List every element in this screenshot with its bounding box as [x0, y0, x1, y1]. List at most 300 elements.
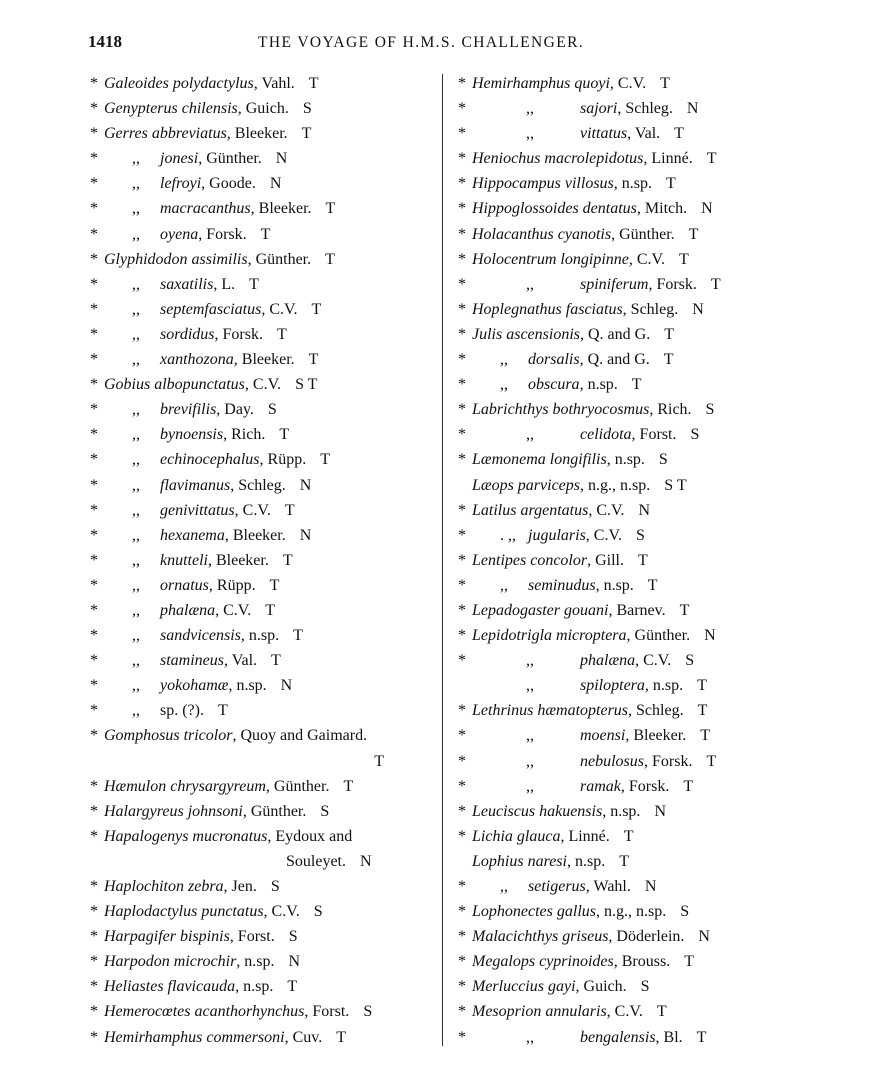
- species-entry: [458, 573, 798, 598]
- species-name: spiloptera: [580, 677, 645, 695]
- authority: Souleyet.: [286, 852, 346, 870]
- species-name: Hippocampus villosus: [472, 175, 614, 193]
- species-entry: [90, 146, 440, 171]
- species-name: Heliastes flavicauda: [104, 978, 236, 996]
- marker-asterisk: *: [90, 627, 98, 645]
- species-name: Heniochus macrolepidotus: [472, 150, 644, 168]
- marker-asterisk: *: [458, 978, 466, 996]
- marker-asterisk: *: [90, 376, 98, 394]
- marker-asterisk: *: [90, 928, 98, 946]
- entry-text: [472, 322, 674, 347]
- locality-code: T: [301, 125, 312, 143]
- species-name: flavimanus: [160, 476, 231, 494]
- entry-text: [160, 598, 275, 623]
- authority: , Barnev.: [608, 601, 666, 619]
- entry-text: [472, 899, 689, 924]
- ditto-mark: ,,: [500, 351, 508, 369]
- species-name: moensi: [580, 727, 626, 745]
- species-entry: [458, 196, 798, 221]
- authority: , C.V.: [628, 250, 666, 268]
- species-entry: [90, 473, 440, 498]
- locality-code: T: [697, 677, 707, 695]
- marker-asterisk: *: [90, 451, 98, 469]
- marker-asterisk: *: [90, 978, 98, 996]
- species-entry: [458, 673, 798, 698]
- species-name: Haplochiton zebra: [104, 878, 224, 895]
- species-name: Hippoglossoides dentatus: [472, 200, 637, 218]
- locality-code: T: [269, 576, 280, 594]
- ditto-mark: ,,: [526, 1028, 534, 1046]
- locality-code: N: [288, 953, 301, 971]
- ditto-mark: ,,: [526, 652, 534, 670]
- species-name: Lepadogaster gouani: [472, 601, 609, 619]
- marker-asterisk: *: [90, 501, 98, 519]
- species-name: Gomphosus tricolor: [104, 727, 233, 745]
- marker-asterisk: *: [90, 652, 98, 670]
- marker-asterisk: *: [458, 727, 466, 745]
- species-entry: [90, 523, 440, 548]
- authority: , Rich.: [649, 401, 692, 419]
- entry-text: [472, 397, 714, 422]
- species-entry: [458, 247, 798, 272]
- authority: , Forst.: [229, 928, 275, 946]
- marker-asterisk: *: [90, 576, 98, 594]
- entry-text: [472, 473, 687, 498]
- marker-asterisk: *: [458, 878, 466, 895]
- species-name: Genypterus chilensis: [104, 100, 238, 118]
- species-name: Malacichthys griseus: [472, 928, 609, 946]
- authority: , Forsk.: [198, 225, 247, 243]
- ditto-mark: ,,: [132, 451, 140, 469]
- marker-asterisk: *: [458, 551, 466, 569]
- species-entry: [458, 799, 798, 824]
- ditto-mark: ,,: [132, 426, 140, 444]
- marker-asterisk: *: [458, 175, 466, 193]
- ditto-mark: ,,: [500, 376, 508, 394]
- locality-code: T: [343, 777, 354, 795]
- species-entry: [458, 71, 798, 96]
- species-entry: [458, 96, 798, 121]
- species-entry: [458, 999, 798, 1024]
- species-entry: [90, 372, 440, 397]
- entry-text: [580, 723, 710, 748]
- entry-text: [528, 874, 656, 899]
- authority: , Günther.: [198, 150, 262, 168]
- ditto-mark: ,,: [526, 426, 534, 444]
- marker-asterisk: *: [90, 526, 98, 544]
- authority: , n.sp.: [595, 576, 634, 594]
- species-entry: [90, 422, 440, 447]
- authority: , Forsk.: [644, 752, 693, 770]
- marker-asterisk: *: [90, 125, 98, 143]
- authority: , Guich.: [237, 100, 289, 118]
- ditto-mark: ,,: [132, 300, 140, 318]
- locality-code: T: [664, 325, 674, 343]
- marker-asterisk: *: [458, 627, 466, 645]
- species-entry: [90, 749, 440, 774]
- authority: , Val.: [627, 125, 661, 143]
- species-entry: [458, 372, 798, 397]
- locality-code: N: [698, 928, 710, 946]
- species-name: Galeoides polydactylus: [104, 75, 254, 92]
- locality-code: S: [320, 802, 330, 820]
- locality-code: T: [663, 351, 674, 369]
- species-name: Mesoprion annularis: [472, 1003, 607, 1021]
- authority: , C.V.: [244, 376, 282, 394]
- entry-text: [104, 999, 372, 1024]
- entry-text: [580, 673, 707, 698]
- entry-text: [160, 347, 318, 372]
- authority: , Günther.: [242, 802, 307, 820]
- ditto-mark: ,,: [132, 601, 140, 619]
- species-entry: [90, 1025, 440, 1050]
- marker-asterisk: *: [458, 501, 466, 519]
- species-entry: [90, 447, 440, 472]
- authority: , Mitch.: [636, 200, 688, 218]
- species-name: Gerres abbreviatus: [104, 125, 227, 143]
- locality-code: S: [690, 426, 700, 444]
- entry-text: [580, 1025, 706, 1050]
- species-name: Holocentrum longipinne: [472, 250, 629, 268]
- marker-asterisk: *: [90, 250, 98, 268]
- marker-asterisk: *: [458, 150, 466, 168]
- entry-text: [104, 924, 298, 949]
- ditto-mark: ,,: [132, 150, 140, 168]
- entry-text: [472, 222, 698, 247]
- species-name: sordidus: [160, 325, 215, 343]
- authority: , Forsk.: [648, 275, 697, 293]
- authority: , C.V.: [215, 601, 252, 619]
- species-entry: [458, 974, 798, 999]
- marker-asterisk: *: [90, 351, 98, 369]
- marker-asterisk: *: [458, 777, 466, 795]
- locality-code: S: [705, 401, 715, 419]
- entry-text: [472, 799, 666, 824]
- marker-asterisk: *: [458, 827, 466, 845]
- ditto-mark: ,,: [132, 652, 140, 670]
- authority: , Rüpp.: [208, 576, 256, 594]
- locality-code: S: [270, 878, 280, 895]
- locality-code: T: [679, 601, 690, 619]
- entry-text: [104, 121, 311, 146]
- locality-code: T: [631, 376, 642, 394]
- species-entry: [90, 648, 440, 673]
- locality-code: T: [623, 827, 634, 845]
- marker-asterisk: *: [90, 903, 98, 921]
- species-name: Merluccius gayi: [472, 978, 576, 996]
- marker-asterisk: *: [90, 702, 98, 720]
- marker-asterisk: *: [458, 601, 466, 619]
- authority: , Günther.: [265, 777, 330, 795]
- entry-text: [160, 196, 335, 221]
- ditto-mark: ,,: [132, 526, 140, 544]
- species-name: Haplodactylus punctatus: [104, 903, 264, 921]
- species-entry: [458, 548, 798, 573]
- authority: , Bleeker.: [625, 727, 687, 745]
- entry-text: [472, 146, 717, 171]
- species-name: jugularis: [528, 526, 586, 544]
- authority: , Schleg.: [628, 702, 684, 720]
- entry-text: [160, 171, 281, 196]
- species-entry: [90, 698, 440, 723]
- marker-asterisk: *: [90, 300, 98, 318]
- species-entry: [90, 297, 440, 322]
- ditto-mark: ,,: [526, 677, 534, 695]
- species-entry: [458, 1025, 798, 1050]
- species-name: echinocephalus: [160, 451, 260, 469]
- entry-text: [160, 548, 293, 573]
- species-name: vittatus: [580, 125, 628, 143]
- marker-asterisk: *: [90, 1003, 98, 1021]
- authority: , Bleeker.: [250, 200, 312, 218]
- species-name: Lophius naresi: [472, 852, 567, 870]
- species-entry: [90, 498, 440, 523]
- entry-text: [160, 623, 303, 648]
- species-entry: [458, 749, 798, 774]
- entry-text: [472, 924, 710, 949]
- species-name: nebulosus: [580, 752, 644, 770]
- species-name: bengalensis: [580, 1028, 656, 1046]
- locality-code: T: [336, 1028, 347, 1046]
- species-name: Megalops cyprinoides: [472, 953, 614, 971]
- marker-asterisk: *: [458, 200, 466, 218]
- authority: , Brouss.: [613, 953, 671, 971]
- species-entry: [90, 196, 440, 221]
- authority: , n.sp.: [613, 175, 653, 193]
- ditto-mark: . ,,: [500, 526, 516, 544]
- species-entry: [90, 222, 440, 247]
- locality-code: N: [280, 677, 293, 695]
- entry-text: [580, 272, 721, 297]
- species-name: yokohamæ: [160, 677, 229, 695]
- species-name: genivittatus: [160, 501, 235, 519]
- species-entry: [90, 899, 440, 924]
- entry-text: [580, 121, 684, 146]
- entry-text: [104, 71, 319, 96]
- locality-code: T: [697, 702, 708, 720]
- species-entry: [458, 397, 798, 422]
- species-entry: [458, 648, 798, 673]
- authority: , Wahl.: [585, 878, 631, 895]
- authority: , Gill.: [587, 551, 624, 569]
- authority: , n.g., n.sp.: [596, 903, 667, 921]
- species-entry: [90, 397, 440, 422]
- locality-code: N: [360, 852, 372, 870]
- species-entry: [90, 774, 440, 799]
- entry-text: [104, 799, 329, 824]
- marker-asterisk: *: [458, 275, 466, 293]
- authority: , n.sp.: [240, 627, 280, 645]
- locality-code: T: [271, 652, 281, 670]
- locality-code: T: [320, 451, 330, 469]
- species-name: Labrichthys bothryocosmus: [472, 401, 650, 419]
- ditto-mark: ,,: [132, 351, 140, 369]
- locality-code: S: [635, 526, 645, 544]
- marker-asterisk: *: [90, 878, 98, 895]
- entry-text: [160, 523, 311, 548]
- marker-asterisk: *: [90, 175, 98, 193]
- entry-text: [160, 698, 228, 723]
- species-name: Gobius albopunctatus: [104, 376, 245, 394]
- species-entry: [458, 523, 798, 548]
- authority: , Bleeker.: [224, 526, 286, 544]
- locality-code: N: [704, 627, 716, 645]
- authority: , C.V.: [588, 501, 625, 519]
- species-entry: [458, 849, 798, 874]
- marker-asterisk: *: [458, 526, 466, 544]
- marker-asterisk: *: [458, 928, 466, 946]
- species-name: phalæna: [160, 601, 216, 619]
- species-name: hexanema: [160, 526, 225, 544]
- species-name: obscura: [528, 376, 580, 394]
- marker-asterisk: *: [458, 802, 466, 820]
- species-entry: [90, 874, 440, 899]
- locality-code: T: [683, 777, 694, 795]
- right-column: [458, 71, 798, 1050]
- authority: , n.sp.: [579, 376, 618, 394]
- entry-text: [528, 523, 645, 548]
- entry-text: [160, 673, 292, 698]
- authority: , C.V.: [635, 652, 672, 670]
- authority: , n.sp.: [236, 953, 275, 971]
- species-entry: [458, 874, 798, 899]
- species-entry: [90, 96, 440, 121]
- marker-asterisk: *: [90, 75, 98, 92]
- species-entry: [90, 849, 440, 874]
- locality-code: T: [325, 200, 336, 218]
- authority: , Rüpp.: [259, 451, 307, 469]
- species-entry: [90, 799, 440, 824]
- entry-text: [104, 974, 297, 999]
- entry-text: [472, 849, 629, 874]
- locality-code: S: [267, 401, 277, 419]
- species-name: Hemerocœtes acanthorhynchus: [104, 1003, 305, 1021]
- locality-code: T: [276, 325, 287, 343]
- species-name: Hoplegnathus fasciatus: [472, 300, 623, 318]
- marker-asterisk: *: [458, 125, 466, 143]
- ditto-mark: ,,: [526, 752, 534, 770]
- species-name: phalæna: [580, 652, 636, 670]
- authority: , Forsk.: [620, 777, 670, 795]
- species-name: setigerus: [528, 878, 586, 895]
- locality-code: T: [647, 576, 658, 594]
- entry-text: [160, 473, 311, 498]
- species-name: Hemirhamphus commersoni: [104, 1028, 285, 1046]
- locality-code: T: [284, 501, 295, 519]
- locality-code: T: [660, 75, 670, 92]
- marker-asterisk: *: [458, 325, 466, 343]
- authority: , n.g., n.sp.: [580, 476, 651, 494]
- entry-text: [472, 171, 676, 196]
- marker-asterisk: *: [458, 351, 466, 369]
- locality-code: T: [710, 275, 721, 293]
- species-entry: [458, 899, 798, 924]
- entry-text: [160, 498, 295, 523]
- species-name: Læops parviceps: [472, 476, 580, 494]
- ditto-mark: ,,: [132, 325, 140, 343]
- ditto-mark: ,,: [132, 476, 140, 494]
- locality-code: T: [308, 75, 319, 92]
- species-name: Hemirhamphus quoyi: [472, 75, 610, 92]
- entry-text: [472, 698, 707, 723]
- species-entry: [458, 146, 798, 171]
- locality-code: T: [260, 225, 271, 243]
- marker-asterisk: *: [90, 225, 98, 243]
- locality-code: T: [666, 175, 676, 193]
- entry-text: [160, 422, 289, 447]
- ditto-mark: ,,: [500, 878, 508, 895]
- species-entry: [458, 924, 798, 949]
- entry-text: [580, 422, 699, 447]
- species-entry: [90, 573, 440, 598]
- species-name: brevifilis: [160, 401, 217, 419]
- marker-asterisk: *: [90, 100, 98, 118]
- locality-code: S: [363, 1003, 373, 1021]
- species-entry: [458, 623, 798, 648]
- locality-code: N: [269, 175, 282, 193]
- entry-text: [580, 774, 693, 799]
- ditto-mark: ,,: [526, 777, 534, 795]
- marker-asterisk: *: [90, 150, 98, 168]
- marker-asterisk: *: [458, 100, 466, 118]
- entry-text: [472, 196, 713, 221]
- marker-asterisk: *: [90, 677, 98, 695]
- authority: , C.V.: [263, 903, 300, 921]
- species-name: Læmonema longifilis: [472, 451, 607, 469]
- species-name: bynoensis: [160, 426, 224, 444]
- marker-asterisk: *: [90, 1028, 98, 1046]
- entry-text: [104, 899, 323, 924]
- ditto-mark: ,,: [500, 576, 508, 594]
- authority: , Bleeker.: [233, 351, 295, 369]
- locality-code: T: [679, 250, 689, 268]
- entry-text: [104, 372, 317, 397]
- locality-code: T: [217, 702, 228, 720]
- species-name: Harpodon microchir: [104, 953, 237, 971]
- entry-text: [580, 96, 698, 121]
- locality-code: S: [313, 903, 323, 921]
- species-name: Latilus argentatus: [472, 501, 589, 519]
- species-entry: [458, 824, 798, 849]
- species-entry: [458, 272, 798, 297]
- marker-asterisk: *: [458, 401, 466, 419]
- species-name: stamineus: [160, 652, 224, 670]
- entry-text: [472, 447, 668, 472]
- locality-code: S: [658, 451, 668, 469]
- authority: , C.V.: [234, 501, 271, 519]
- entry-text: [528, 347, 674, 372]
- ditto-mark: ,,: [526, 275, 534, 293]
- species-name: Lentipes concolor: [472, 551, 588, 569]
- entry-text: [160, 573, 279, 598]
- locality-code: S: [640, 978, 650, 996]
- species-entry: [458, 498, 798, 523]
- authority: , Schleg.: [617, 100, 673, 118]
- ditto-mark: ,,: [132, 627, 140, 645]
- marker-asterisk: *: [458, 953, 466, 971]
- species-entry: [90, 723, 440, 748]
- entry-text: [160, 648, 281, 673]
- locality-code: T: [684, 953, 694, 971]
- entry-text: [104, 774, 353, 799]
- authority: , Günther.: [626, 627, 691, 645]
- species-name: seminudus: [528, 576, 596, 594]
- page-number: 1418: [88, 32, 122, 51]
- entry-text: [104, 247, 335, 272]
- running-title: THE VOYAGE OF H.M.S. CHALLENGER.: [258, 34, 585, 51]
- locality-code: T: [706, 752, 717, 770]
- column-divider: [442, 74, 443, 1046]
